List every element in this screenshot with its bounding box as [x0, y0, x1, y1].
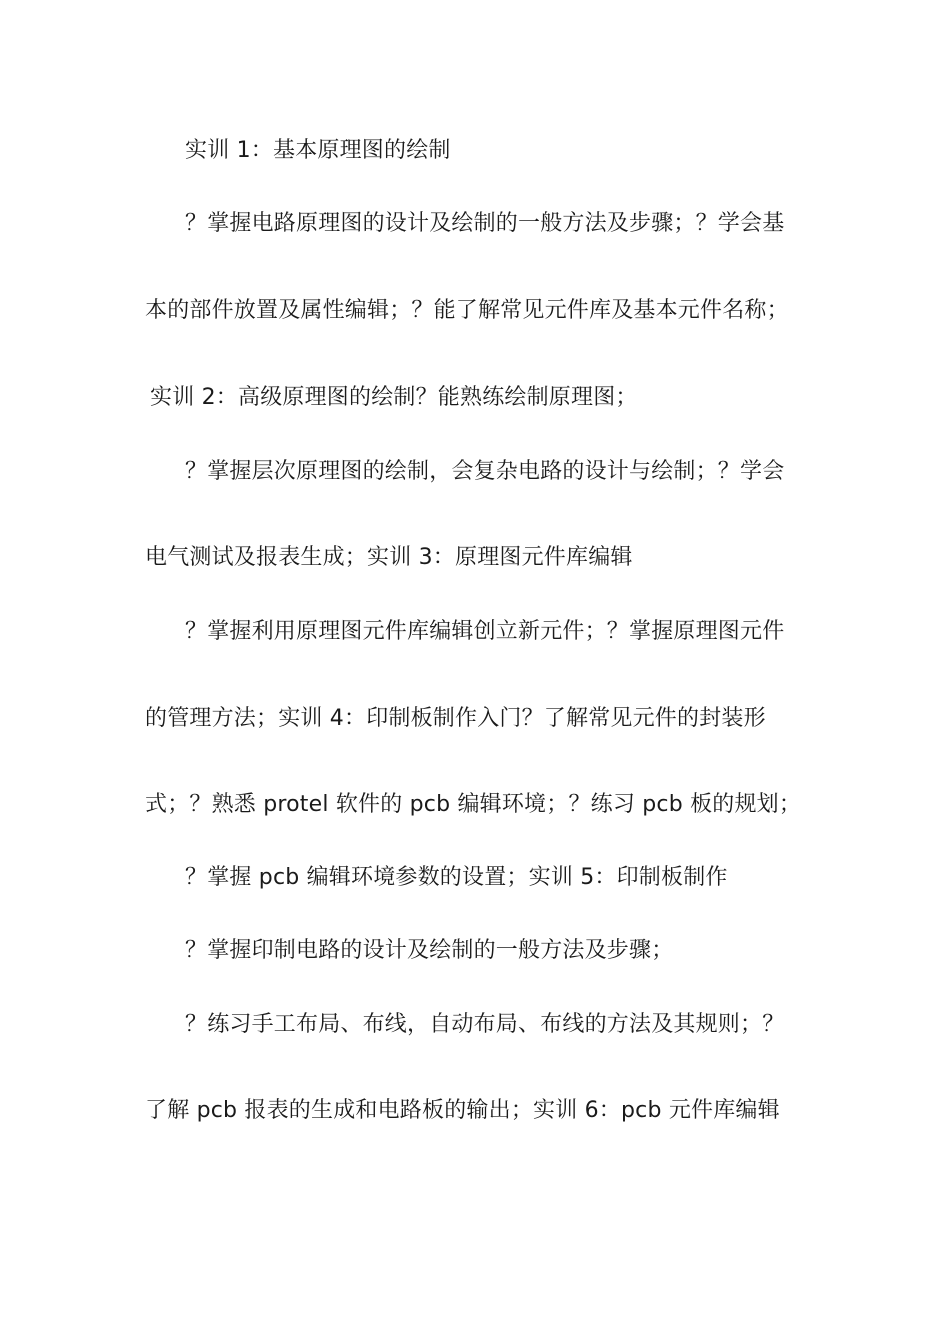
text-line: ？掌握层次原理图的绘制，会复杂电路的设计与绘制；？学会 [185, 459, 785, 484]
text-line: 电气测试及报表生成；实训 3：原理图元件库编辑 [145, 545, 633, 570]
text-line: 的管理方法；实训 4：印制板制作入门？了解常见元件的封装形 [145, 706, 766, 731]
text-line: ？掌握电路原理图的设计及绘制的一般方法及步骤；？学会基 [185, 211, 785, 236]
text-line: 本的部件放置及属性编辑；？能了解常见元件库及基本元件名称； [145, 298, 789, 323]
text-line: 式；？熟悉 protel 软件的 pcb 编辑环境；？练习 pcb 板的规划； [145, 792, 802, 817]
heading-training-1: 实训 1：基本原理图的绘制 [185, 138, 451, 163]
text-line: ？掌握印制电路的设计及绘制的一般方法及步骤； [185, 938, 674, 963]
text-line: 实训 2：高级原理图的绘制？能熟练绘制原理图； [150, 385, 638, 410]
text-line: ？掌握 pcb 编辑环境参数的设置；实训 5：印制板制作 [185, 865, 728, 890]
text-line: ？练习手工布局、布线，自动布局、布线的方法及其规则；？ [185, 1012, 785, 1037]
text-line: ？掌握利用原理图元件库编辑创立新元件；？掌握原理图元件 [185, 619, 785, 644]
text-line: 了解 pcb 报表的生成和电路板的输出；实训 6：pcb 元件库编辑 [145, 1098, 780, 1123]
